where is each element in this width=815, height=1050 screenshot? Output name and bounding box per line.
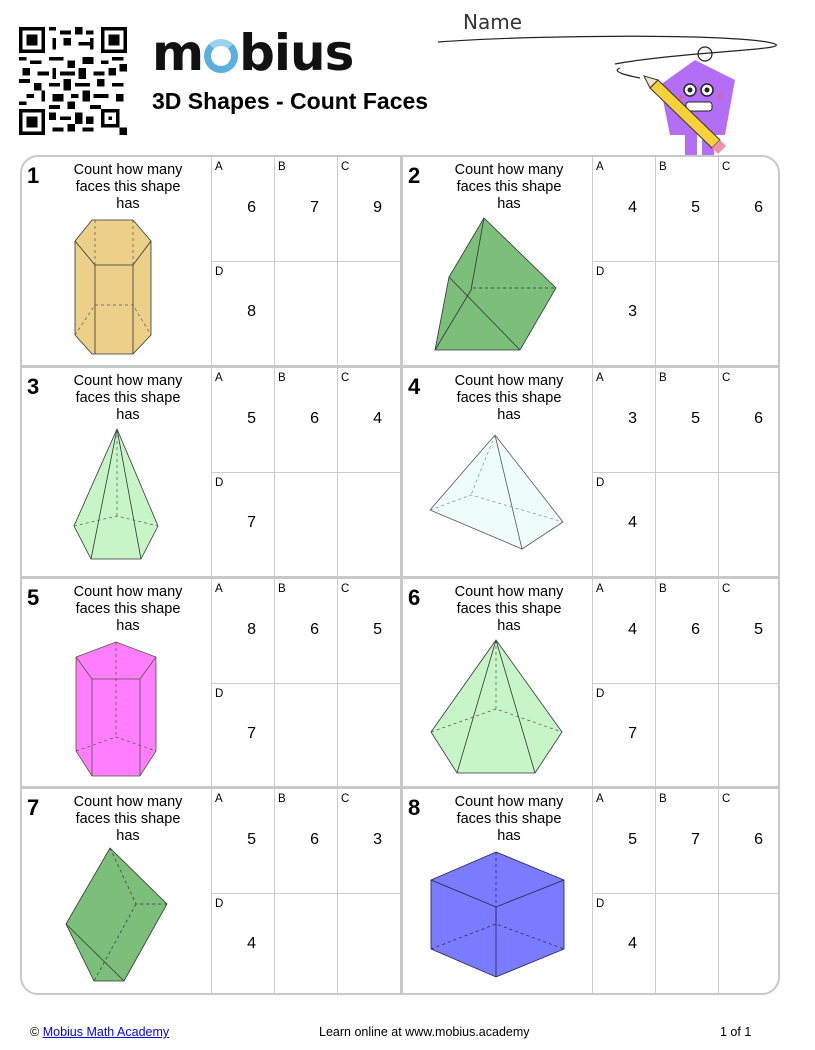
answer-options <box>211 368 400 577</box>
question-number: 8 <box>408 795 421 820</box>
option-label: C <box>722 793 731 805</box>
answer-options <box>211 157 400 366</box>
option-value: 4 <box>247 935 256 952</box>
footer-copyright <box>30 1025 169 1039</box>
option-value: 6 <box>754 831 763 848</box>
option-value: 7 <box>247 514 256 531</box>
question-3 <box>22 368 401 577</box>
question-prompt: Count how many faces this shape has <box>454 794 564 844</box>
option-value: 8 <box>247 303 256 320</box>
option-label: B <box>278 372 286 384</box>
question-prompt: Count how many faces this shape has <box>73 162 183 212</box>
empty-cell <box>274 683 337 787</box>
question-prompt: Count how many faces this shape has <box>454 373 564 423</box>
option-d[interactable] <box>592 472 655 576</box>
name-label: Name <box>463 10 523 34</box>
option-value: 6 <box>754 199 763 216</box>
logo-o-icon <box>204 39 238 73</box>
option-label: C <box>722 583 731 595</box>
option-b[interactable] <box>655 368 718 472</box>
empty-cell <box>655 893 718 995</box>
option-c[interactable] <box>337 368 400 472</box>
triangular-prism-shape <box>433 215 563 357</box>
question-7 <box>22 789 401 995</box>
option-label: D <box>215 688 224 700</box>
option-value: 3 <box>628 410 637 427</box>
option-value: 6 <box>310 410 319 427</box>
option-label: D <box>596 266 605 278</box>
empty-cell <box>274 472 337 576</box>
option-a[interactable] <box>211 789 274 893</box>
option-a[interactable] <box>592 789 655 893</box>
option-a[interactable] <box>211 157 274 261</box>
empty-cell <box>718 472 780 576</box>
page-title: 3D Shapes - Count Faces <box>152 88 429 114</box>
question-number: 3 <box>27 374 40 399</box>
triangular-prism-shape <box>64 845 174 985</box>
option-label: A <box>215 161 223 173</box>
option-c[interactable] <box>718 579 780 683</box>
option-b[interactable] <box>655 157 718 261</box>
option-d[interactable] <box>211 683 274 787</box>
option-value: 4 <box>373 410 382 427</box>
question-number: 7 <box>27 795 40 820</box>
question-prompt: Count how many faces this shape has <box>73 584 183 634</box>
option-label: D <box>215 898 224 910</box>
question-row <box>22 157 778 367</box>
option-d[interactable] <box>211 261 274 365</box>
empty-cell <box>655 261 718 365</box>
option-c[interactable] <box>337 579 400 683</box>
option-c[interactable] <box>718 789 780 893</box>
option-value: 5 <box>628 831 637 848</box>
option-b[interactable] <box>274 157 337 261</box>
option-label: A <box>596 161 604 173</box>
option-label: A <box>596 793 604 805</box>
option-label: D <box>596 898 605 910</box>
empty-cell <box>655 472 718 576</box>
option-label: C <box>722 161 731 173</box>
option-label: D <box>215 266 224 278</box>
option-a[interactable] <box>592 579 655 683</box>
option-c[interactable] <box>718 157 780 261</box>
empty-cell <box>337 472 400 576</box>
option-value: 4 <box>628 621 637 638</box>
question-prompt: Count how many faces this shape has <box>454 162 564 212</box>
empty-cell <box>718 261 780 365</box>
question-6 <box>403 579 780 788</box>
option-value: 7 <box>628 725 637 742</box>
question-8 <box>403 789 780 995</box>
option-label: B <box>659 372 667 384</box>
empty-cell <box>337 893 400 995</box>
question-row <box>22 368 778 578</box>
option-d[interactable] <box>592 893 655 995</box>
option-c[interactable] <box>718 368 780 472</box>
answer-options <box>592 579 780 788</box>
option-value: 9 <box>373 199 382 216</box>
question-5 <box>22 579 401 788</box>
question-number: 2 <box>408 163 421 188</box>
option-label: C <box>722 372 731 384</box>
question-2 <box>403 157 780 366</box>
empty-cell <box>337 261 400 365</box>
option-value: 5 <box>691 199 700 216</box>
answer-options <box>592 368 780 577</box>
copyright-symbol: © <box>30 1025 40 1039</box>
answer-options <box>592 157 780 366</box>
option-a[interactable] <box>592 157 655 261</box>
question-prompt: Count how many faces this shape has <box>73 373 183 423</box>
option-value: 6 <box>691 621 700 638</box>
option-value: 6 <box>310 831 319 848</box>
option-value: 4 <box>628 514 637 531</box>
question-4 <box>403 368 780 577</box>
option-c[interactable] <box>337 789 400 893</box>
pentagonal-pyramid-shape <box>72 426 162 562</box>
option-value: 4 <box>628 935 637 952</box>
option-value: 6 <box>754 410 763 427</box>
option-label: C <box>341 583 350 595</box>
option-label: B <box>278 161 286 173</box>
option-value: 4 <box>628 199 637 216</box>
option-value: 5 <box>247 410 256 427</box>
footer-learn-online: Learn online at www.mobius.academy <box>319 1025 530 1039</box>
answer-options <box>211 789 400 995</box>
question-row <box>22 789 778 995</box>
question-number: 1 <box>27 163 40 188</box>
option-a[interactable] <box>211 579 274 683</box>
brand-logo: m bius <box>152 24 354 82</box>
question-grid <box>20 155 780 995</box>
option-c[interactable] <box>337 157 400 261</box>
option-label: C <box>341 793 350 805</box>
option-b[interactable] <box>655 579 718 683</box>
option-label: B <box>659 583 667 595</box>
empty-cell <box>337 683 400 787</box>
empty-cell <box>655 683 718 787</box>
option-label: D <box>215 477 224 489</box>
option-label: B <box>278 583 286 595</box>
option-d[interactable] <box>592 683 655 787</box>
option-b[interactable] <box>274 579 337 683</box>
option-value: 7 <box>691 831 700 848</box>
question-prompt: Count how many faces this shape has <box>454 584 564 634</box>
question-prompt: Count how many faces this shape has <box>73 794 183 844</box>
empty-cell <box>274 893 337 995</box>
option-label: A <box>215 793 223 805</box>
footer-page-number: 1 of 1 <box>720 1025 752 1039</box>
question-row <box>22 579 778 789</box>
cube-shape <box>429 849 569 981</box>
option-label: B <box>659 793 667 805</box>
option-value: 5 <box>247 831 256 848</box>
answer-options <box>592 789 780 995</box>
question-number: 4 <box>408 374 421 399</box>
option-label: B <box>659 161 667 173</box>
question-1 <box>22 157 401 366</box>
option-value: 5 <box>373 621 382 638</box>
triangular-pyramid-shape <box>428 432 568 552</box>
option-d[interactable] <box>211 893 274 995</box>
option-label: D <box>596 477 605 489</box>
answer-options <box>211 579 400 788</box>
option-value: 3 <box>373 831 382 848</box>
option-label: A <box>596 372 604 384</box>
empty-cell <box>718 683 780 787</box>
pentagonal-pyramid-shape <box>429 637 565 777</box>
question-number: 5 <box>27 585 40 610</box>
option-label: A <box>215 583 223 595</box>
option-value: 6 <box>247 199 256 216</box>
option-label: A <box>215 372 223 384</box>
option-value: 3 <box>628 303 637 320</box>
option-a[interactable] <box>211 368 274 472</box>
hexagonal-prism-shape <box>72 217 172 357</box>
mascot-illustration <box>610 40 760 158</box>
option-label: B <box>278 793 286 805</box>
option-value: 5 <box>754 621 763 638</box>
option-label: C <box>341 161 350 173</box>
option-value: 7 <box>310 199 319 216</box>
option-b[interactable] <box>655 789 718 893</box>
empty-cell <box>718 893 780 995</box>
option-value: 8 <box>247 621 256 638</box>
question-number: 6 <box>408 585 421 610</box>
empty-cell <box>274 261 337 365</box>
option-d[interactable] <box>592 261 655 365</box>
option-a[interactable] <box>592 368 655 472</box>
mobius-academy-link[interactable]: Mobius Math Academy <box>42 1025 170 1039</box>
option-b[interactable] <box>274 789 337 893</box>
option-value: 6 <box>310 621 319 638</box>
option-label: D <box>596 688 605 700</box>
option-value: 5 <box>691 410 700 427</box>
option-label: C <box>341 372 350 384</box>
option-b[interactable] <box>274 368 337 472</box>
pentagonal-prism-shape <box>74 639 164 779</box>
option-d[interactable] <box>211 472 274 576</box>
option-value: 7 <box>247 725 256 742</box>
qr-code <box>18 27 128 135</box>
option-label: A <box>596 583 604 595</box>
